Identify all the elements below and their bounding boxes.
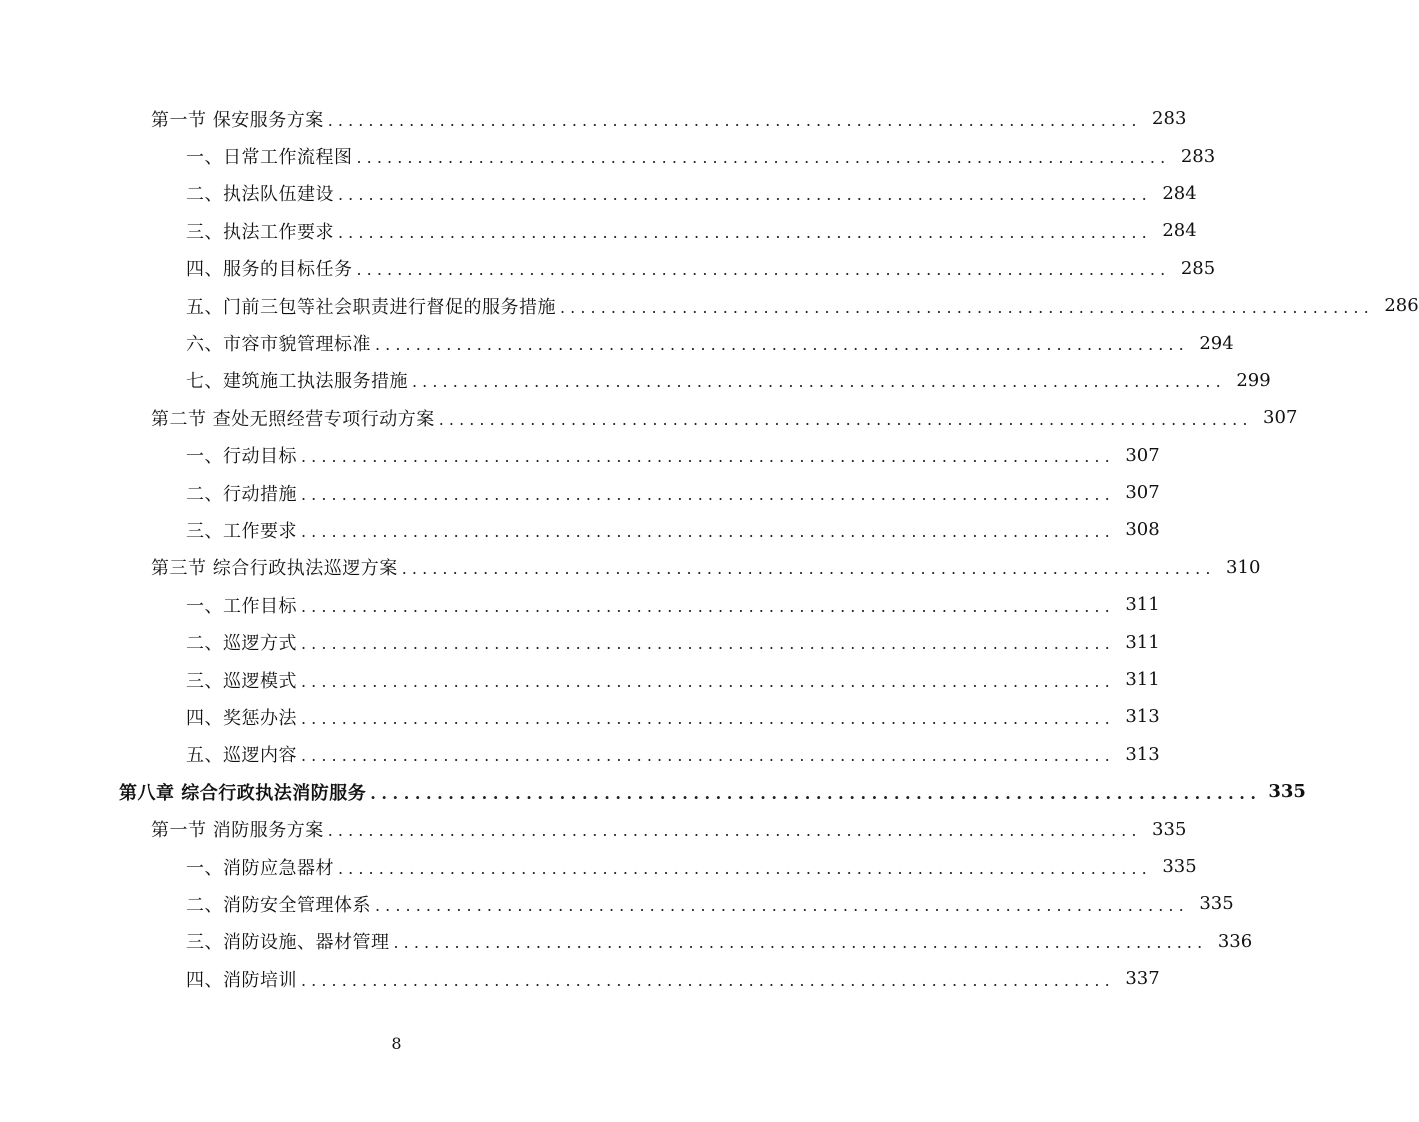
toc-entry[interactable]	[0, 848, 1197, 885]
toc-entry-title: 一、日常工作流程图	[186, 147, 353, 169]
toc-entry-page: 307	[1125, 482, 1160, 504]
toc-entry-page: 311	[1125, 594, 1160, 616]
toc-entry-page: 311	[1125, 669, 1160, 691]
toc-entry-title: 一、消防应急器材	[186, 857, 334, 879]
toc-entry[interactable]	[0, 324, 1234, 361]
toc-entry-page: 286	[1384, 295, 1419, 317]
toc-entry-title: 三、工作要求	[186, 520, 297, 542]
toc-entry-page: 294	[1199, 332, 1234, 354]
toc-entry-title: 三、执法工作要求	[186, 221, 334, 243]
toc-entry-page: 336	[1217, 930, 1253, 952]
toc-entry-page: 313	[1125, 743, 1160, 765]
toc-entry[interactable]	[0, 960, 1160, 997]
toc-entry-page: 283	[1180, 145, 1216, 167]
dot-leader: . . . . . . . . . . . . . . . . . . . . . . . . . . . . . . . . . . . . . . . . . . . . . . . . . . . . . . . . . . . . . . . . . . . . . . . . . . . . . . . .	[301, 484, 1110, 504]
dot-leader: . . . . . . . . . . . . . . . . . . . . . . . . . . . . . . . . . . . . . . . . . . . . . . . . . . . . . . . . . . . . . . . . . . . . . . . . . . . . . . . .	[393, 933, 1203, 953]
toc-entry-title: 一、工作目标	[186, 595, 297, 617]
dot-leader: . . . . . . . . . . . . . . . . . . . . . . . . . . . . . . . . . . . . . . . . . . . . . . . . . . . . . . . . . . . . . . . . . . . . . . . . . . . . . . . .	[560, 297, 1369, 317]
toc-entry[interactable]	[0, 137, 1216, 174]
dot-leader: . . . . . . . . . . . . . . . . . . . . . . . . . . . . . . . . . . . . . . . . . . . . . . . . . . . . . . . . . . . . . . . . . . . . . . . . . . . . . . . .	[356, 148, 1166, 168]
toc-entry-title: 五、门前三包等社会职责进行督促的服务措施	[186, 296, 556, 318]
toc-entry-title: 七、建筑施工执法服务措施	[186, 371, 408, 393]
toc-entry-page: 335	[1162, 856, 1197, 877]
dot-leader: . . . . . . . . . . . . . . . . . . . . . . . . . . . . . . . . . . . . . . . . . . . . . . . . . . . . . . . . . . . . . . . . . . . . . . . . . . . . . . . .	[301, 634, 1110, 654]
dot-leader: . . . . . . . . . . . . . . . . . . . . . . . . . . . . . . . . . . . . . . . . . . . . . . . . . . . . . . . . . . . . . . . . . . . . . . . . . . . . . . . .	[301, 671, 1110, 691]
toc-entry-title: 二、消防安全管理体系	[186, 894, 371, 916]
toc-entry-page: 308	[1125, 519, 1160, 541]
toc-entry-title: 第一节 保安服务方案	[151, 109, 324, 131]
toc-entry-title: 五、巡逻内容	[186, 745, 297, 767]
dot-leader: . . . . . . . . . . . . . . . . . . . . . . . . . . . . . . . . . . . . . . . . . . . . . . . . . . . . . . . . . . . . . . . . . . . . . . . . . . . . . . . .	[401, 559, 1211, 579]
toc-entry-page: 311	[1125, 631, 1160, 653]
toc-entry[interactable]	[0, 250, 1216, 287]
dot-leader: . . . . . . . . . . . . . . . . . . . . . . . . . . . . . . . . . . . . . . . . . . . . . . . . . . . . . . . . . . . . . . . . . . . . . . . . . . . . . . . .	[338, 185, 1147, 205]
toc-entry-title: 第三节 综合行政执法巡逻方案	[151, 558, 398, 580]
dot-leader: . . . . . . . . . . . . . . . . . . . . . . . . . . . . . . . . . . . . . . . . . . . . . . . . . . . . . . . . . . . . . . . . . . . . . . . . . . . . . . . .	[338, 222, 1147, 242]
toc-entry-page: 337	[1125, 968, 1160, 990]
toc-entry-title: 四、消防培训	[186, 969, 297, 991]
dot-leader: . . . . . . . . . . . . . . . . . . . . . . . . . . . . . . . . . . . . . . . . . . . . . . . . . . . . . . . . . . . . . . . . . . . . . . . . . . . . . . . .	[301, 708, 1110, 728]
toc-entry-title: 六、市容市貌管理标准	[186, 334, 371, 356]
toc-entry[interactable]	[0, 287, 1419, 324]
toc-entry-title: 三、巡逻模式	[186, 670, 297, 692]
toc-entry[interactable]	[0, 885, 1234, 922]
dot-leader: . . . . . . . . . . . . . . . . . . . . . . . . . . . . . . . . . . . . . . . . . . . . . . . . . . . . . . . . . . . . . . . . . . . . . . . . . . . . . . . .	[412, 372, 1221, 392]
dot-leader: . . . . . . . . . . . . . . . . . . . . . . . . . . . . . . . . . . . . . . . . . . . . . . . . . . . . . . . . . . . . . . . . . . . . . . . . . . . . . . . .	[338, 858, 1147, 878]
dot-leader: . . . . . . . . . . . . . . . . . . . . . . . . . . . . . . . . . . . . . . . . . . . . . . . . . . . . . . . . . . . . . . . . . . . . . . . . . . . . . . . .	[301, 596, 1110, 616]
toc-entry[interactable]	[0, 399, 1298, 436]
toc-entry-page: 307	[1125, 444, 1160, 466]
toc-entry[interactable]	[0, 698, 1160, 735]
toc-entry-title: 一、行动目标	[186, 446, 297, 468]
toc-entry-page: 335	[1268, 781, 1306, 803]
toc-entry[interactable]	[0, 661, 1160, 698]
dot-leader: . . . . . . . . . . . . . . . . . . . . . . . . . . . . . . . . . . . . . . . . . . . . . . . . . . . . . . . . . . . . . . . . . . . . . . . . . . . . . . . .	[438, 409, 1248, 429]
dot-leader: . . . . . . . . . . . . . . . . . . . . . . . . . . . . . . . . . . . . . . . . . . . . . . . . . . . . . . . . . . . . . . . . . . . . . . . . . . . . . . . .	[327, 821, 1137, 841]
toc-entry-title: 四、奖惩办法	[186, 707, 297, 729]
dot-leader: . . . . . . . . . . . . . . . . . . . . . . . . . . . . . . . . . . . . . . . . . . . . . . . . . . . . . . . . . . . . . . . . . . . . . . . . . . . . . . . .	[375, 335, 1184, 355]
page-number: 8	[391, 1034, 402, 1053]
toc-entry[interactable]	[0, 923, 1253, 960]
toc-entry-page: 313	[1125, 706, 1160, 728]
toc-entry-page: 299	[1236, 369, 1271, 391]
toc-entry-title: 三、消防设施、器材管理	[186, 932, 390, 954]
toc-entry[interactable]	[0, 100, 1187, 137]
toc-entry-title: 二、巡逻方式	[186, 633, 297, 655]
toc-entry-page: 284	[1162, 182, 1197, 204]
toc-entry-page: 307	[1263, 407, 1298, 429]
dot-leader: . . . . . . . . . . . . . . . . . . . . . . . . . . . . . . . . . . . . . . . . . . . . . . . . . . . . . . . . . . . . . . . . . . . . . . . . . . . . . . . .	[327, 110, 1137, 130]
toc-entry-page: 283	[1152, 108, 1187, 130]
toc-entry-title: 第一节 消防服务方案	[151, 820, 324, 842]
dot-leader: . . . . . . . . . . . . . . . . . . . . . . . . . . . . . . . . . . . . . . . . . . . . . . . . . . . . . . . . . . . . . . . . . . . . . . . . . . . . . . . .	[301, 746, 1110, 766]
toc-entry-title: 四、服务的目标任务	[186, 259, 353, 281]
toc-entry[interactable]	[0, 736, 1160, 773]
toc-entry-page: 310	[1226, 556, 1261, 578]
dot-leader: . . . . . . . . . . . . . . . . . . . . . . . . . . . . . . . . . . . . . . . . . . . . . . . . . . . . . . . . . . . . . . . . . . . . . . . . . . . . . . . .	[370, 783, 1256, 803]
toc-entry-page: 284	[1162, 220, 1197, 242]
dot-leader: . . . . . . . . . . . . . . . . . . . . . . . . . . . . . . . . . . . . . . . . . . . . . . . . . . . . . . . . . . . . . . . . . . . . . . . . . . . . . . . .	[301, 521, 1110, 541]
dot-leader: . . . . . . . . . . . . . . . . . . . . . . . . . . . . . . . . . . . . . . . . . . . . . . . . . . . . . . . . . . . . . . . . . . . . . . . . . . . . . . . .	[356, 260, 1166, 280]
toc-entry-page: 335	[1152, 818, 1187, 840]
toc-entry-title: 第二节 查处无照经营专项行动方案	[151, 408, 435, 430]
toc-entry[interactable]	[0, 773, 1306, 810]
dot-leader: . . . . . . . . . . . . . . . . . . . . . . . . . . . . . . . . . . . . . . . . . . . . . . . . . . . . . . . . . . . . . . . . . . . . . . . . . . . . . . . .	[375, 895, 1184, 915]
toc-entry[interactable]	[0, 212, 1197, 249]
toc-entry[interactable]	[0, 810, 1187, 847]
toc-entry[interactable]	[0, 586, 1160, 623]
table-of-contents	[0, 100, 1419, 997]
dot-leader: . . . . . . . . . . . . . . . . . . . . . . . . . . . . . . . . . . . . . . . . . . . . . . . . . . . . . . . . . . . . . . . . . . . . . . . . . . . . . . . .	[301, 970, 1110, 990]
toc-entry[interactable]	[0, 549, 1261, 586]
toc-entry[interactable]	[0, 511, 1160, 548]
toc-entry-title: 二、行动措施	[186, 483, 297, 505]
toc-entry[interactable]	[0, 362, 1271, 399]
toc-entry[interactable]	[0, 437, 1160, 474]
toc-entry[interactable]	[0, 175, 1197, 212]
dot-leader: . . . . . . . . . . . . . . . . . . . . . . . . . . . . . . . . . . . . . . . . . . . . . . . . . . . . . . . . . . . . . . . . . . . . . . . . . . . . . . . .	[301, 447, 1110, 467]
toc-entry-page: 335	[1199, 893, 1234, 915]
toc-entry-title: 第八章 综合行政执法消防服务	[119, 782, 367, 804]
toc-entry[interactable]	[0, 474, 1160, 511]
toc-entry-page: 285	[1180, 257, 1216, 279]
toc-entry-title: 二、执法队伍建设	[186, 184, 334, 206]
toc-entry[interactable]	[0, 623, 1160, 660]
